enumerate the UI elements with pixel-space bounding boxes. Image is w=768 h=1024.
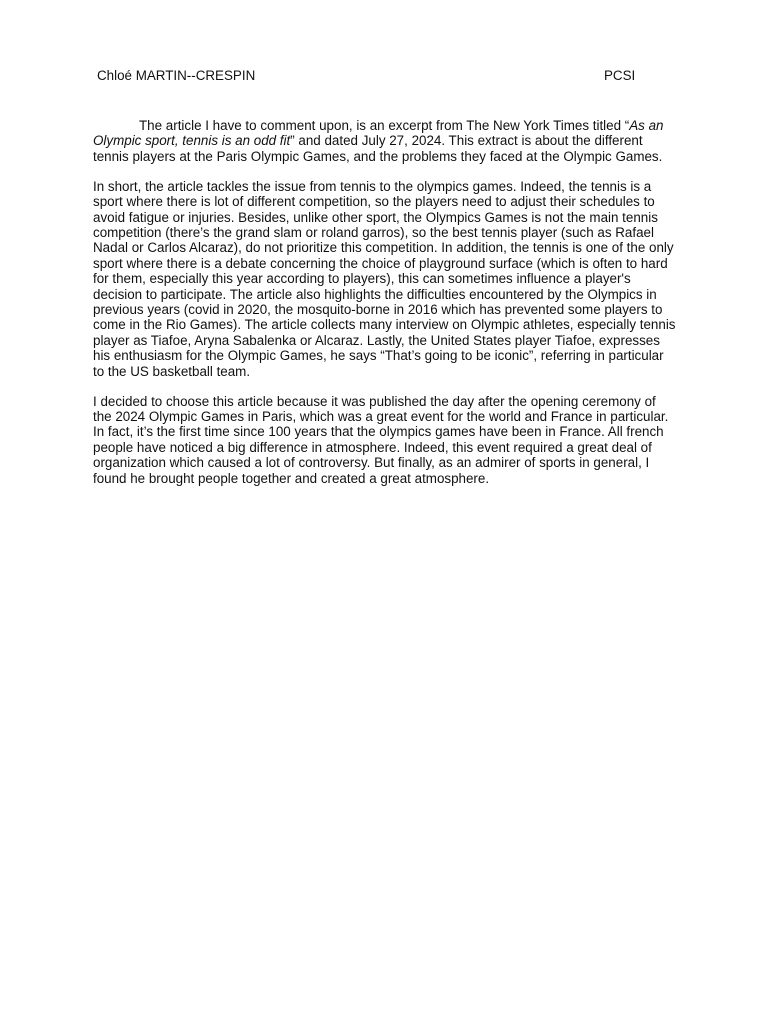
opinion-paragraph: I decided to choose this article because it was published the day after the opening ceremony of the 2024 Olympic Games in Paris, which was a great event for the world and France in particular. In fact, it’s the first time since 100 years that the olympics games have been in France. All french people have noticed a big difference in atmosphere. Indeed, this event required a great deal of organization which caused a lot of controversy. But finally, as an admirer of sports in general, I found he brought people together and created a great atmosphere.: [93, 393, 669, 486]
intro-paragraph: [93, 118, 678, 164]
intro-text-after-title: ” and dated July 27, 2024. This extract is about the different tennis players at the Paris Olympic Games, and the problems they faced at the Olympic Games.: [93, 133, 663, 164]
intro-text-before-title: The article I have to comment upon, is an excerpt from The New York Times titled “: [139, 118, 630, 133]
summary-paragraph: In short, the article tackles the issue from tennis to the olympics games. Indeed, the tennis is a sport where there is lot of different competition, so the players need to adjust their schedules to avoid fatigue or injuries. Besides, unlike other sport, the Olympics Games is not the main tennis competition (there’s the grand slam or roland garros), so the best tennis player (such as Rafael Nadal or Carlos Alcaraz), do not prioritize this competition. In addition, the tennis is one of the only sport where there is a debate concerning the choice of playground surface (which is often to hard for them, especially this year according to players), this can sometimes influence a player's decision to participate. The article also highlights the difficulties encountered by the Olympics in previous years (covid in 2020, the mosquito-borne in 2016 which has prevented some players to come in the Rio Games). The article collects many interview on Olympic athletes, especially tennis player as Tiafoe, Aryna Sabalenka or Alcaraz. Lastly, the United States player Tiafoe, expresses his enthusiasm for the Olympic Games, he says “That’s going to be iconic”, referring in particular to the US basketball team.: [93, 178, 676, 379]
essay-body: [93, 118, 678, 500]
article-title: As an Olympic sport, tennis is an odd fit: [93, 118, 664, 149]
author-name: Chloé MARTIN--CRESPIN: [97, 68, 256, 83]
class-label: PCSI: [604, 68, 636, 83]
